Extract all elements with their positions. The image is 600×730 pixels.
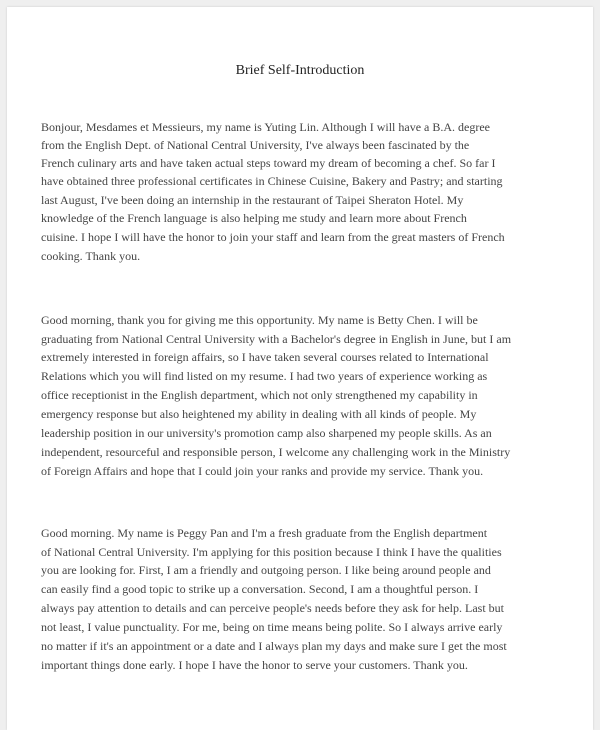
paragraph-line: important things done early. I hope I have the honor to serve your customers. Thank you.	[41, 658, 468, 672]
paragraph-line: cooking. Thank you.	[41, 249, 141, 263]
paragraph-line: last August, I've been doing an internship in the restaurant of Taipei Sheraton Hotel. My	[41, 193, 464, 207]
paragraph-line: French culinary arts and have taken actual steps toward my dream of becoming a chef. So far I	[41, 156, 496, 170]
document-title: Brief Self-Introduction	[235, 63, 365, 78]
paragraph-line: Relations which you will find listed on my resume. I had two years of experience working as	[41, 369, 488, 383]
paragraph-line: extremely interested in foreign affairs, so I have taken several courses related to International	[41, 350, 489, 364]
paragraph-line: no matter if it's an appointment or a date and I always plan my days and make sure I get the most	[41, 639, 507, 653]
paragraph-line: Good morning, thank you for giving me this opportunity. My name is Betty Chen. I will be	[41, 313, 478, 327]
paragraph-line: of Foreign Affairs and hope that I could join your ranks and provide my service. Thank you.	[41, 464, 484, 478]
paragraph-line: have obtained three professional certificates in Chinese Cuisine, Bakery and Pastry; and starting	[41, 174, 503, 188]
paragraph-line: leadership position in our university's promotion camp also sharpened my people skills. As an	[41, 426, 492, 440]
paragraph-line: graduating from National Central University with a Bachelor's degree in English in June, but I am	[41, 332, 512, 346]
paragraph-line: always pay attention to details and can perceive people's needs before they ask for help. Last but	[41, 601, 504, 615]
paragraph-line: knowledge of the French language is also helping me study and learn more about French	[41, 211, 467, 225]
paragraph-line: emergency response but also heightened my ability in dealing with all kinds of people. My	[41, 407, 477, 421]
paragraph-line: cuisine. I hope I will have the honor to join your staff and learn from the great masters of French	[41, 230, 505, 244]
paragraph-line: independent, resourceful and responsible person, I welcome any challenging work in the Ministry	[41, 445, 511, 459]
paragraph-line: office receptionist in the English department, which not only strengthened my capability in	[41, 388, 478, 402]
paragraph-line: Good morning. My name is Peggy Pan and I'm a fresh graduate from the English department	[41, 526, 488, 540]
paragraph-line: Bonjour, Mesdames et Messieurs, my name is Yuting Lin. Although I will have a B.A. degree	[41, 120, 491, 134]
paragraph-line: can easily find a good topic to strike up a conversation. Second, I am a thoughtful person. I	[41, 582, 479, 596]
paragraph-line: you are looking for. First, I am a friendly and outgoing person. I like being around people and	[41, 563, 491, 577]
paragraph-line: of National Central University. I'm applying for this position because I think I have the qualities	[41, 545, 502, 559]
paragraph-line: not least, I value punctuality. For me, being on time means being polite. So I always arrive early	[41, 620, 503, 634]
paragraph-line: from the English Dept. of National Central University, I've always been fascinated by the	[41, 138, 470, 152]
